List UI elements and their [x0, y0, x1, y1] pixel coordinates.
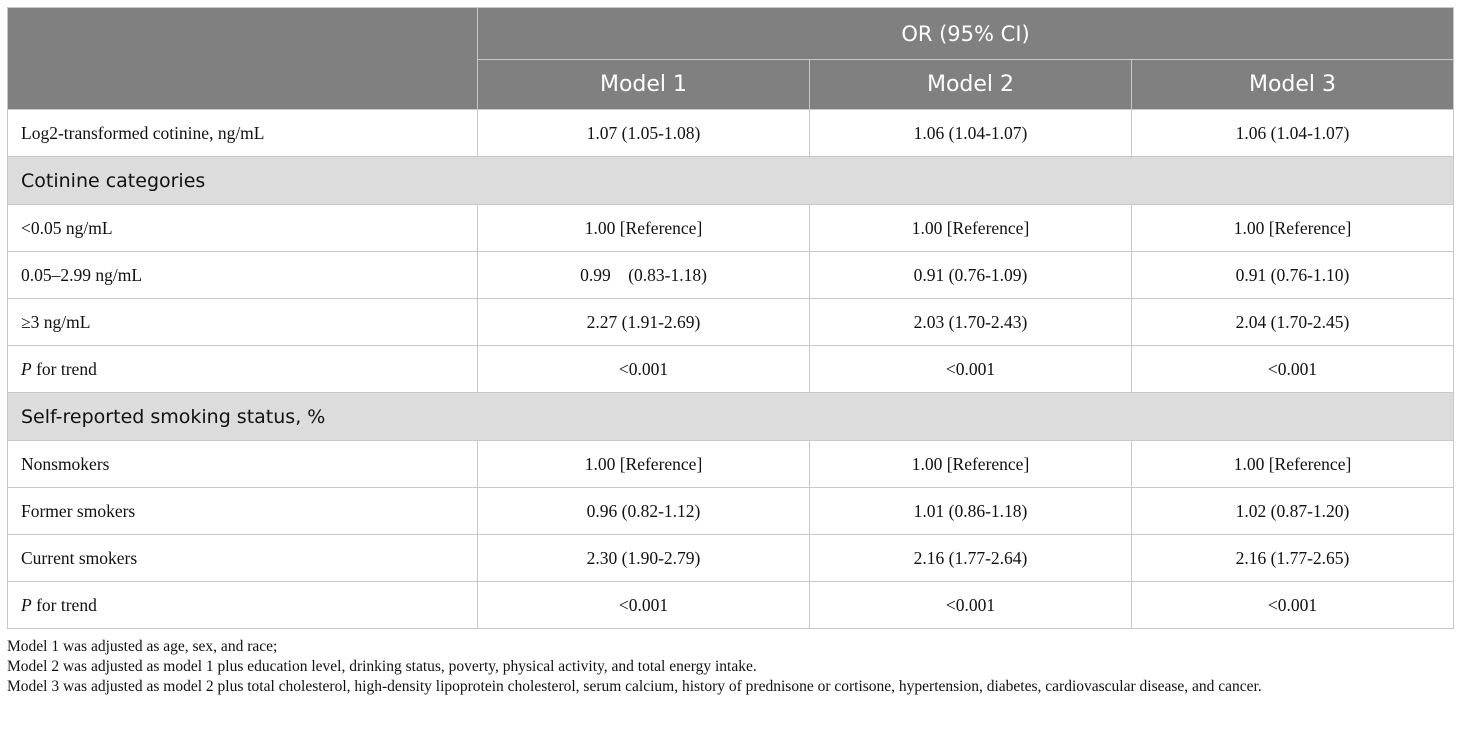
- cell-model-2: 0.91 (0.76-1.09): [810, 252, 1132, 299]
- cell-model-3: 1.00 [Reference]: [1132, 205, 1454, 252]
- cell-model-2: <0.001: [810, 346, 1132, 393]
- cell-model-3: 2.16 (1.77-2.65): [1132, 535, 1454, 582]
- row-label: <0.05 ng/mL: [8, 205, 478, 252]
- cell-model-2: 2.03 (1.70-2.43): [810, 299, 1132, 346]
- table-row-former-smokers: [8, 488, 1454, 535]
- section-label: Cotinine categories: [8, 157, 1454, 205]
- cell-model-2: 2.16 (1.77-2.64): [810, 535, 1132, 582]
- section-label: Self-reported smoking status, %: [8, 393, 1454, 441]
- row-label: Former smokers: [8, 488, 478, 535]
- header-blank-cell: [8, 8, 478, 110]
- p-label-rest: for trend: [31, 594, 97, 615]
- row-label: Nonsmokers: [8, 441, 478, 488]
- row-label: 0.05–2.99 ng/mL: [8, 252, 478, 299]
- table-row-log2-cotinine: [8, 110, 1454, 157]
- row-label: ≥3 ng/mL: [8, 299, 478, 346]
- cell-model-3: 1.00 [Reference]: [1132, 441, 1454, 488]
- table-footnotes: [7, 637, 1453, 697]
- cell-model-3: <0.001: [1132, 582, 1454, 629]
- cell-model-2: 1.06 (1.04-1.07): [810, 110, 1132, 157]
- table-row-smoking-trend: [8, 582, 1454, 629]
- p-label-rest: for trend: [31, 358, 97, 379]
- row-label: [8, 346, 478, 393]
- cell-model-1: 2.30 (1.90-2.79): [478, 535, 810, 582]
- cell-model-2: 1.00 [Reference]: [810, 205, 1132, 252]
- footnote-model-3: Model 3 was adjusted as model 2 plus total cholesterol, high-density lipoprotein cholesterol, serum calcium, history of prednisone or cortisone, hypertension, diabetes, cardiovascular disease, and cancer.: [7, 678, 1262, 695]
- cell-model-1: <0.001: [478, 346, 810, 393]
- cell-model-2: 1.01 (0.86-1.18): [810, 488, 1132, 535]
- cell-model-1: 1.00 [Reference]: [478, 205, 810, 252]
- table-row-cotinine-low: [8, 205, 1454, 252]
- row-label: Current smokers: [8, 535, 478, 582]
- row-label: Log2-transformed cotinine, ng/mL: [8, 110, 478, 157]
- table-row-nonsmokers: [8, 441, 1454, 488]
- cell-model-3: 0.91 (0.76-1.10): [1132, 252, 1454, 299]
- cell-model-2: 1.00 [Reference]: [810, 441, 1132, 488]
- section-row-smoking: [8, 393, 1454, 441]
- cell-model-3: 1.06 (1.04-1.07): [1132, 110, 1454, 157]
- cell-model-2: <0.001: [810, 582, 1132, 629]
- footnote-model-2: Model 2 was adjusted as model 1 plus education level, drinking status, poverty, physical activity, and total energy intake.: [7, 658, 757, 675]
- cell-model-3: 2.04 (1.70-2.45): [1132, 299, 1454, 346]
- cell-model-3: <0.001: [1132, 346, 1454, 393]
- footnote-model-1: Model 1 was adjusted as age, sex, and race;: [7, 638, 278, 655]
- section-row-cotinine: [8, 157, 1454, 205]
- odds-ratio-table: [7, 7, 1454, 629]
- table-row-cotinine-trend: [8, 346, 1454, 393]
- table-row-current-smokers: [8, 535, 1454, 582]
- cell-model-1: 2.27 (1.91-2.69): [478, 299, 810, 346]
- p-italic: P: [21, 358, 32, 379]
- cell-model-1: <0.001: [478, 582, 810, 629]
- cell-model-1: 0.96 (0.82-1.12): [478, 488, 810, 535]
- p-italic: P: [21, 594, 32, 615]
- row-label: [8, 582, 478, 629]
- header-model-2: Model 2: [810, 60, 1132, 110]
- table-row-cotinine-high: [8, 299, 1454, 346]
- header-model-3: Model 3: [1132, 60, 1454, 110]
- cell-model-3: 1.02 (0.87-1.20): [1132, 488, 1454, 535]
- cell-model-1: 0.99 (0.83-1.18): [478, 252, 810, 299]
- cell-model-1: 1.07 (1.05-1.08): [478, 110, 810, 157]
- header-model-1: Model 1: [478, 60, 810, 110]
- table-row-cotinine-mid: [8, 252, 1454, 299]
- header-or-ci: OR (95% CI): [478, 8, 1454, 60]
- cell-model-1: 1.00 [Reference]: [478, 441, 810, 488]
